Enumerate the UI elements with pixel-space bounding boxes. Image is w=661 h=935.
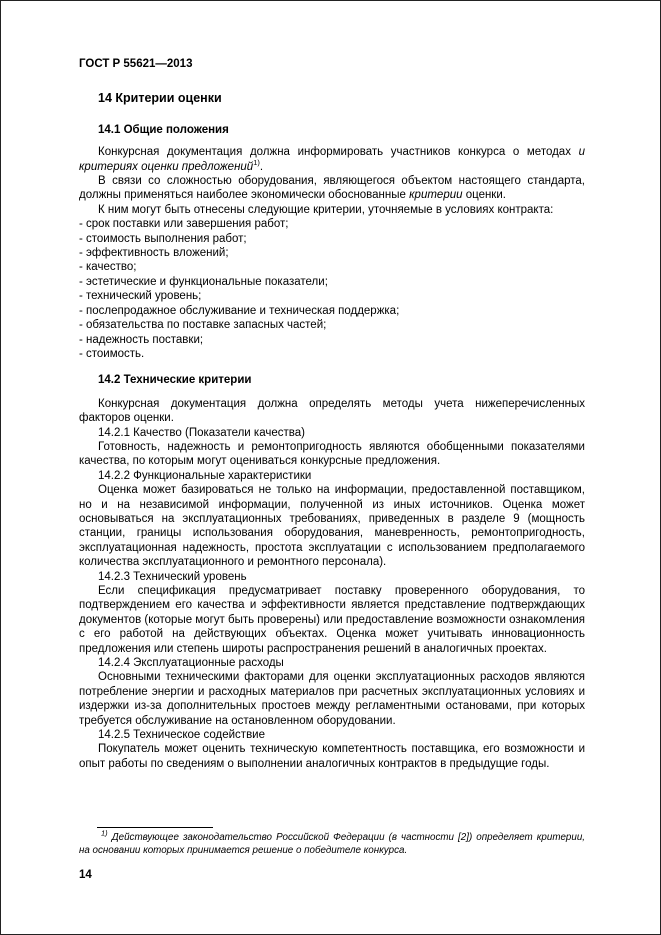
paragraph-14-2-3: Если спецификация предусматривает поставку проверенного оборудования, то подтверждением его качества и эффективности является представление подтверждающих документов (которые могут быть проверены) или предоставление возможности ознакомления с его работой на действующих объектах. Оценка может учитывать инновационность предложения или степень широты распространения решений в аналогичных проектах. (79, 585, 585, 655)
list-item: - стоимость. (79, 347, 145, 360)
paragraph-14-2-2: Оценка может базироваться не только на информации, предоставленной поставщиком, но и на независимой информации, полученной из иных источников. Оценка может основываться на эксплуатационных требованиях, приведенных в разделе 9 (мощность станции, границы использования оборудования, маневренность, ремонтопригодность, эксплуатационная надежность, простота эксплуатации с использованием предполагаемого количества эксплуатационного и ремонтного персонала). (79, 484, 585, 569)
paragraph-italic-text: и критериях оценки предложений (79, 146, 585, 173)
section-14-2-1-heading: 14.2.1 Качество (Показатели качества) (98, 426, 305, 439)
paragraph-equipment-complexity (79, 174, 585, 203)
list-item: - эстетические и функциональные показатели; (79, 275, 328, 288)
doc-number-header: ГОСТ Р 55621—2013 (79, 58, 193, 70)
list-item: - послепродажное обслуживание и техническая поддержка; (79, 304, 400, 317)
paragraph-14-2-4: Основными техническими факторами для оценки эксплуатационных расходов являются потребление энергии и расходных материалов при расчетных эксплуатационных условиях и издержки из-за дополнительных простоев между регламентными остановами, при которых требуется обслуживание на остановленном оборудовании. (79, 671, 585, 727)
paragraph-italic-text: критерии (409, 189, 463, 202)
page-content (79, 57, 585, 771)
page-number: 14 (79, 869, 92, 881)
section-14-2-heading: 14.2 Технические критерии (98, 374, 252, 387)
list-item: - срок поставки или завершения работ; (79, 218, 289, 231)
criteria-list (79, 217, 585, 361)
footnote-number: 1) (101, 828, 108, 838)
section-14-1-heading: 14.1 Общие положения (98, 123, 229, 136)
paragraph-14-2-5: Покупатель может оценить техническую компетентность поставщика, его возможности и опыт работы по сведениям о выполнении аналогичных контрактов в предыдущие годы. (79, 743, 585, 770)
paragraph-methods-criteria (79, 145, 585, 174)
section-14-2-5-heading: 14.2.5 Техническое содействие (98, 729, 265, 742)
paragraph-text: Конкурсная документация должна информировать участников конкурса о методах (98, 146, 579, 159)
footnote-text: Действующее законодательство Российской Федерации (в частности [2]) определяет критерии, на основании которых принимается решение о победителе конкурса. (79, 832, 585, 856)
footnote-area (79, 827, 585, 857)
list-item: - обязательства по поставке запасных частей; (79, 319, 327, 332)
footnote-reference-mark: 1) (253, 157, 260, 167)
list-item: - качество; (79, 261, 137, 274)
section-14-2-4-heading: 14.2.4 Эксплуатационные расходы (98, 657, 284, 670)
footnote-separator-rule (97, 827, 213, 828)
footnote (79, 828, 585, 857)
paragraph-criteria-intro: К ним могут быть отнесены следующие критерии, уточняемые в условиях контракта: (98, 203, 554, 216)
paragraph-14-2-intro: Конкурсная документация должна определять методы учета нижеперечисленных факторов оценки. (79, 397, 585, 425)
list-item: - стоимость выполнения работ; (79, 232, 247, 245)
section-14-heading: 14 Критерии оценки (98, 91, 222, 106)
list-item: - надежность поставки; (79, 333, 204, 346)
paragraph-text: В связи со сложностью оборудования, являющегося объектом настоящего стандарта, должны применяться наиболее экономически обоснованные (79, 175, 585, 202)
section-14-2-2-heading: 14.2.2 Функциональные характеристики (98, 469, 312, 482)
list-item: - технический уровень; (79, 290, 202, 303)
list-item: - эффективность вложений; (79, 247, 229, 260)
paragraph-text-end: . (259, 160, 264, 173)
section-14-2-3-heading: 14.2.3 Технический уровень (98, 570, 247, 583)
paragraph-14-2-1: Готовность, надежность и ремонтопригодность являются обобщенными показателями качества, по которым могут оцениваться конкурсные предложения. (79, 440, 585, 468)
paragraph-text-end: оценки. (462, 189, 506, 202)
